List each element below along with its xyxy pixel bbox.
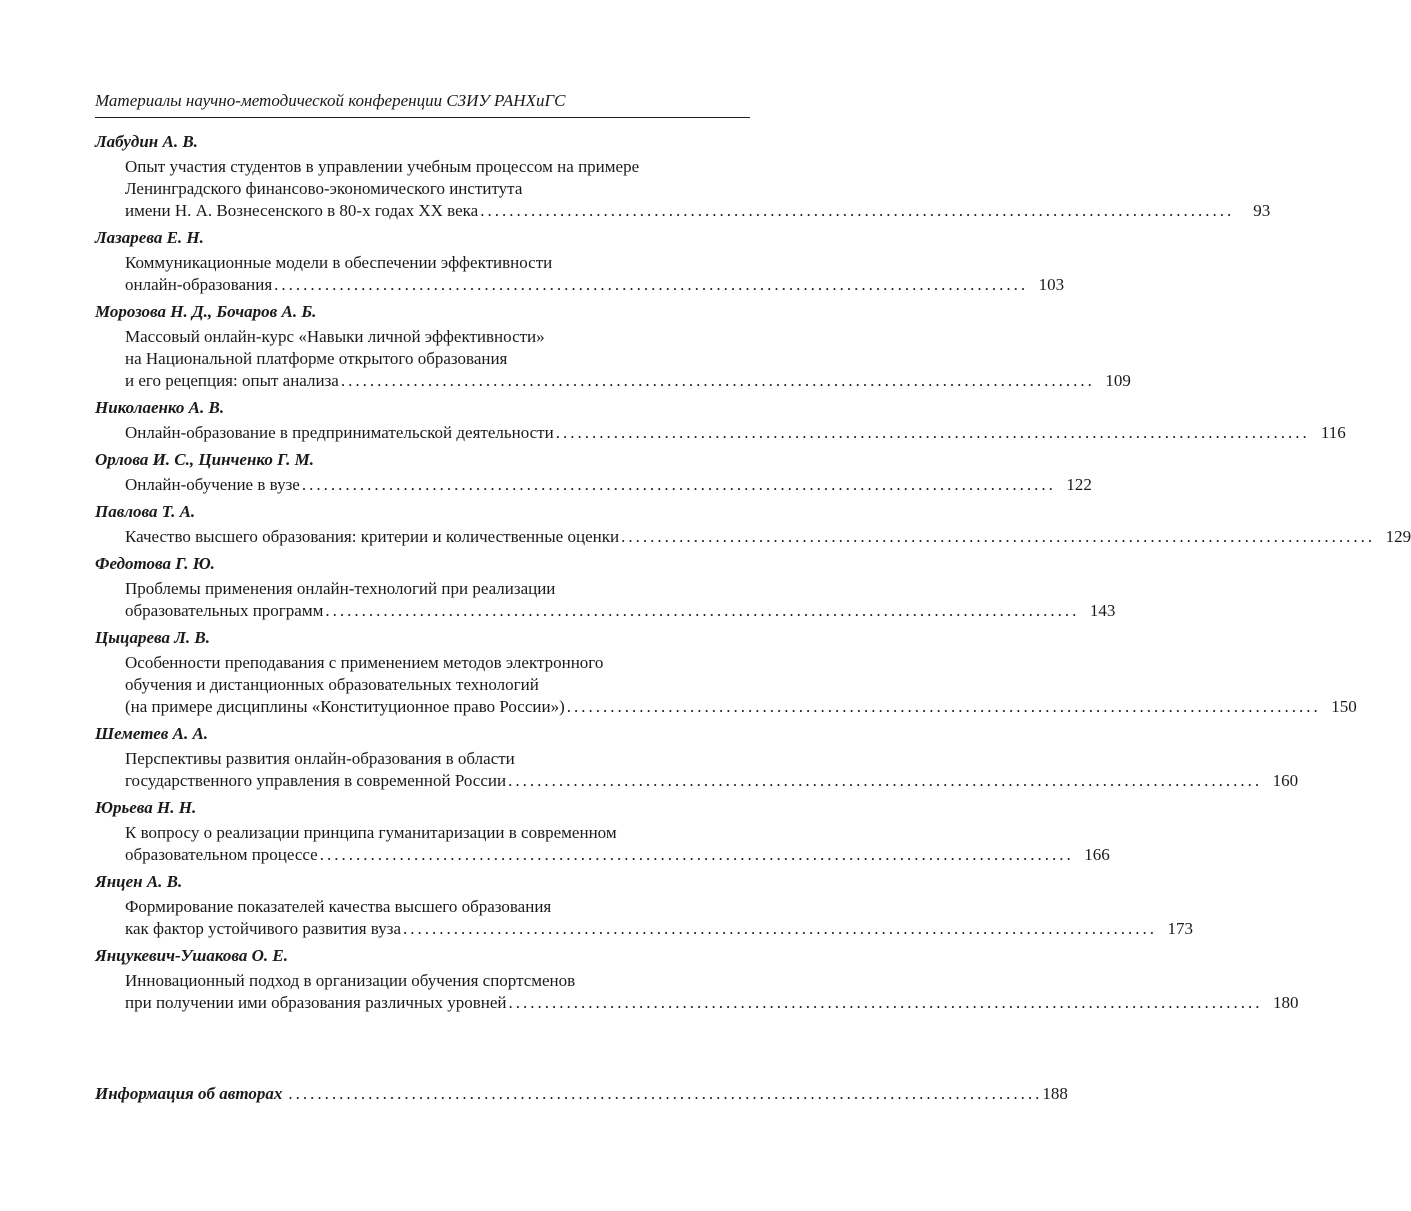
toc-entry[interactable] <box>95 227 1065 296</box>
toc-entry[interactable] <box>95 627 1357 718</box>
entry-title-line: Перспективы развития онлайн-образования в области <box>125 749 515 768</box>
entry-page-number: 173 <box>1167 919 1194 938</box>
entry-title-line: образовательном процессе <box>125 845 318 864</box>
entry-page-number: 116 <box>1320 423 1346 442</box>
entry-author: Янцукевич-Ушакова О. Е. <box>95 946 288 965</box>
entry-title-line: Формирование показателей качества высшего образования <box>125 897 552 916</box>
entry-author: Лазарева Е. Н. <box>95 228 204 247</box>
entry-title-line: на Национальной платформе открытого образования <box>125 349 508 368</box>
entry-author: Лабудин А. В. <box>95 132 198 151</box>
entry-title <box>95 422 1346 444</box>
toc-entry[interactable] <box>95 131 1271 222</box>
final-entry-title: Информация об авторах <box>95 1084 283 1103</box>
entry-title-line: Онлайн-образование в предпринимательской деятельности <box>125 423 554 442</box>
leader-dots: ........................................................................................................ <box>288 1084 1043 1103</box>
entry-title <box>95 526 1411 548</box>
entry-page-number: 180 <box>1273 993 1299 1012</box>
entry-author: Морозова Н. Д., Бочаров А. Б. <box>95 302 317 321</box>
entry-author: Орлова И. С., Цинченко Г. М. <box>95 450 314 469</box>
entry-page-number: 160 <box>1272 771 1299 790</box>
toc-entry[interactable] <box>95 301 1131 392</box>
toc-entry[interactable] <box>95 501 1411 548</box>
entry-title-last-line <box>125 200 1271 222</box>
entry-page-number: 143 <box>1089 601 1116 620</box>
entry-title-last-line <box>125 370 1131 392</box>
entry-title <box>95 822 1110 866</box>
entry-title <box>95 578 1116 622</box>
entry-title-line: Особенности преподавания с применением методов электронного <box>125 653 604 672</box>
entry-page-number: 109 <box>1105 371 1131 390</box>
entry-title-last-line <box>125 274 1065 296</box>
leader-dots: ........................................................................................................ <box>325 601 1080 620</box>
entry-title-last-line <box>125 600 1116 622</box>
leader-dots: ........................................................................................................ <box>301 475 1056 494</box>
entry-title-line: Ленинградского финансово-экономического института <box>125 179 523 198</box>
final-entry-page: 188 <box>1042 1084 1068 1103</box>
toc-entry[interactable] <box>95 871 1194 940</box>
entry-title-line: Качество высшего образования: критерии и количественные оценки <box>125 527 620 546</box>
entry-page-number: 122 <box>1066 475 1092 494</box>
entry-title <box>95 252 1065 296</box>
toc-entry[interactable] <box>95 449 1092 496</box>
entry-author: Шеметев А. А. <box>95 724 209 743</box>
entry-title <box>95 326 1131 392</box>
entry-title-last-line <box>125 992 1299 1014</box>
entry-title-last-line <box>125 474 1092 496</box>
entry-title-line: (на примере дисциплины «Конституционное право России») <box>125 697 565 716</box>
entry-title-line: К вопросу о реализации принципа гуманитаризации в современном <box>125 823 617 842</box>
leader-dots: ........................................................................................................ <box>508 771 1263 790</box>
leader-dots: ........................................................................................................ <box>508 993 1263 1012</box>
leader-dots: ........................................................................................................ <box>621 527 1376 546</box>
leader-dots: ........................................................................................................ <box>274 275 1029 294</box>
entry-title <box>95 652 1357 718</box>
final-entry[interactable] <box>95 1083 1068 1105</box>
entry-title-line: обучения и дистанционных образовательных технологий <box>125 675 539 694</box>
entry-author: Павлова Т. А. <box>95 502 196 521</box>
entry-title-line: Коммуникационные модели в обеспечении эффективности <box>125 253 553 272</box>
entry-title-line: при получении ими образования различных уровней <box>125 993 507 1012</box>
entry-title-last-line <box>125 422 1346 444</box>
leader-dots: ........................................................................................................ <box>340 371 1095 390</box>
entry-page-number: 150 <box>1331 697 1357 716</box>
entry-title-last-line <box>125 770 1299 792</box>
entry-title-line: как фактор устойчивого развития вуза <box>125 919 402 938</box>
entry-title-line: Массовый онлайн-курс «Навыки личной эффективности» <box>125 327 545 346</box>
entry-title <box>95 896 1194 940</box>
entry-author: Цыцарева Л. В. <box>95 628 210 647</box>
entry-title-last-line <box>125 526 1411 548</box>
entry-title <box>95 474 1092 496</box>
entry-title <box>95 748 1299 792</box>
entry-title-line: имени Н. А. Вознесенского в 80-х годах XX века <box>125 201 479 220</box>
leader-dots: ........................................................................................................ <box>319 845 1074 864</box>
entry-title-line: Онлайн-обучение в вузе <box>125 475 300 494</box>
toc-entry[interactable] <box>95 553 1116 622</box>
entry-title <box>95 970 1299 1014</box>
entry-title-last-line <box>125 844 1110 866</box>
toc-entry[interactable] <box>95 797 1110 866</box>
entry-author: Юрьева Н. Н. <box>95 798 197 817</box>
entry-title-last-line <box>125 696 1357 718</box>
toc-entry[interactable] <box>95 397 1346 444</box>
entry-title-line: Опыт участия студентов в управлении учебным процессом на примере <box>125 157 640 176</box>
toc-entry[interactable] <box>95 945 1299 1014</box>
entry-page-number: 129 <box>1385 527 1411 546</box>
entry-title-line: онлайн-образования <box>125 275 273 294</box>
leader-dots: ........................................................................................................ <box>555 423 1310 442</box>
entry-author: Федотова Г. Ю. <box>95 554 215 573</box>
entry-author: Янцен А. В. <box>95 872 183 891</box>
entry-page-number: 166 <box>1084 845 1110 864</box>
entry-title-line: государственного управления в современной России <box>125 771 507 790</box>
entry-title <box>95 156 1271 222</box>
entry-page-number: 103 <box>1038 275 1065 294</box>
leader-dots: ........................................................................................................ <box>403 919 1158 938</box>
leader-dots: ........................................................................................................ <box>480 201 1235 220</box>
entry-title-line: образовательных программ <box>125 601 324 620</box>
entry-author: Николаенко А. В. <box>95 398 225 417</box>
running-head: Материалы научно-методической конференции СЗИУ РАНХиГС <box>95 91 566 110</box>
entry-page-number: 93 <box>1253 201 1271 220</box>
table-of-contents <box>95 131 1411 1019</box>
entry-title-line: и его рецепция: опыт анализа <box>125 371 339 390</box>
leader-dots: ........................................................................................................ <box>566 697 1321 716</box>
header-rule <box>95 117 750 118</box>
toc-entry[interactable] <box>95 723 1299 792</box>
entry-title-line: Инновационный подход в организации обучения спортсменов <box>125 971 576 990</box>
entry-title-last-line <box>125 918 1194 940</box>
entry-title-line: Проблемы применения онлайн-технологий при реализации <box>125 579 556 598</box>
